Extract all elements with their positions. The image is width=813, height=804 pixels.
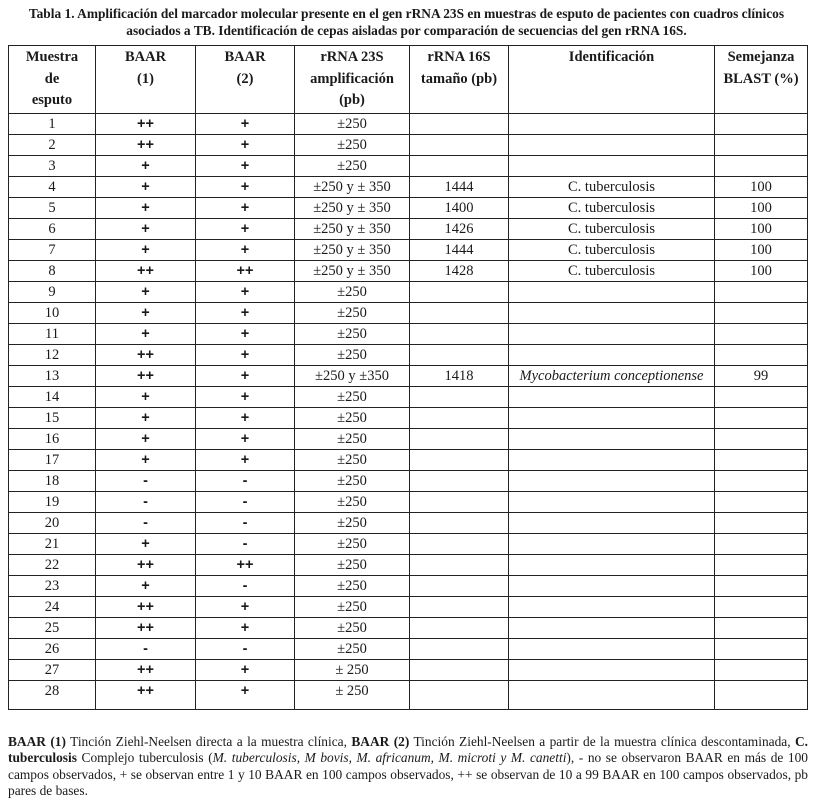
cell-identification <box>509 513 715 534</box>
cell-rrna23s: ±250 y ± 350 <box>295 198 410 219</box>
header-line <box>509 69 714 90</box>
cell-rrna16s <box>410 597 509 618</box>
cell-rrna23s: ±250 <box>295 618 410 639</box>
cell-rrna16s <box>410 471 509 492</box>
cell-baar2: + <box>196 219 295 240</box>
cell-rrna23s: ±250 <box>295 450 410 471</box>
cell-baar1: + <box>96 177 196 198</box>
cell-baar2: + <box>196 660 295 681</box>
cell-sample-id: 15 <box>9 408 96 429</box>
cell-rrna23s: ± 250 <box>295 681 410 710</box>
cell-baar2: + <box>196 198 295 219</box>
header-line: Semejanza <box>727 49 795 65</box>
footnote-legend: ), - no se observaron BAAR en más de 100 campos observados, + se observan entre 1 y 10 BAAR en 100 campos observados, ++ se observan de 10 a 99 BAAR en 100 campos observados, pb pares de bases. <box>8 750 808 799</box>
cell-baar1: + <box>96 324 196 345</box>
cell-sample-id: 21 <box>9 534 96 555</box>
cell-baar1: + <box>96 534 196 555</box>
cell-rrna16s <box>410 681 509 710</box>
cell-baar2: - <box>196 639 295 660</box>
cell-identification <box>509 156 715 177</box>
cell-baar2: + <box>196 240 295 261</box>
cell-baar1: ++ <box>96 345 196 366</box>
cell-identification <box>509 450 715 471</box>
header-col-baar2 <box>196 46 295 114</box>
header-line: BAAR <box>124 49 167 65</box>
cell-identification <box>509 618 715 639</box>
cell-sample-id: 17 <box>9 450 96 471</box>
cell-sample-id: 18 <box>9 471 96 492</box>
cell-rrna16s: 1400 <box>410 198 509 219</box>
cell-sample-id: 10 <box>9 303 96 324</box>
table-row <box>9 303 808 324</box>
cell-rrna23s: ±250 y ± 350 <box>295 219 410 240</box>
cell-sample-id: 5 <box>9 198 96 219</box>
table-row <box>9 597 808 618</box>
cell-sample-id: 26 <box>9 639 96 660</box>
cell-baar1: - <box>96 513 196 534</box>
table-caption <box>0 5 813 39</box>
cell-sample-id: 22 <box>9 555 96 576</box>
cell-baar2: + <box>196 429 295 450</box>
table-row <box>9 219 808 240</box>
cell-rrna16s <box>410 450 509 471</box>
cell-identification <box>509 576 715 597</box>
cell-rrna16s <box>410 429 509 450</box>
cell-blast-similarity <box>715 555 808 576</box>
cell-sample-id: 20 <box>9 513 96 534</box>
header-line: (pb) <box>339 92 365 108</box>
footnote-baar2-def: Tinción Ziehl-Neelsen a partir de la muestra clínica descontaminada, <box>409 734 795 749</box>
cell-rrna16s <box>410 555 509 576</box>
cell-baar2: - <box>196 534 295 555</box>
cell-rrna23s: ±250 <box>295 303 410 324</box>
table-row <box>9 240 808 261</box>
cell-baar1: ++ <box>96 681 196 710</box>
cell-identification <box>509 303 715 324</box>
header-row <box>9 46 808 114</box>
cell-blast-similarity <box>715 492 808 513</box>
cell-rrna23s: ±250 <box>295 114 410 135</box>
cell-rrna16s <box>410 345 509 366</box>
cell-blast-similarity: 100 <box>715 198 808 219</box>
header-line: (1) <box>137 70 154 87</box>
cell-sample-id: 6 <box>9 219 96 240</box>
cell-rrna16s <box>410 387 509 408</box>
cell-rrna23s: ±250 y ±350 <box>295 366 410 387</box>
cell-rrna16s <box>410 576 509 597</box>
cell-rrna23s: ±250 y ± 350 <box>295 240 410 261</box>
header-line: tamaño (pb) <box>420 70 498 87</box>
table-row <box>9 639 808 660</box>
cell-baar1: ++ <box>96 135 196 156</box>
cell-identification: Mycobacterium conceptionense <box>509 366 715 387</box>
cell-blast-similarity <box>715 345 808 366</box>
cell-blast-similarity: 100 <box>715 219 808 240</box>
cell-baar2: + <box>196 135 295 156</box>
cell-identification <box>509 324 715 345</box>
header-line <box>196 90 294 111</box>
cell-sample-id: 7 <box>9 240 96 261</box>
header-line <box>410 90 508 111</box>
cell-sample-id: 28 <box>9 681 96 710</box>
cell-identification <box>509 660 715 681</box>
cell-blast-similarity <box>715 576 808 597</box>
table-row <box>9 471 808 492</box>
header-col-muestra <box>9 46 96 114</box>
cell-blast-similarity: 100 <box>715 177 808 198</box>
header-col-semejanza <box>715 46 808 114</box>
table-row <box>9 429 808 450</box>
cell-rrna23s: ±250 y ± 350 <box>295 177 410 198</box>
cell-rrna23s: ± 250 <box>295 660 410 681</box>
cell-baar1: + <box>96 156 196 177</box>
cell-baar2: - <box>196 492 295 513</box>
header-col-baar1 <box>96 46 196 114</box>
cell-baar2: + <box>196 303 295 324</box>
results-table <box>8 45 808 710</box>
cell-baar2: + <box>196 408 295 429</box>
cell-rrna16s <box>410 534 509 555</box>
cell-rrna23s: ±250 <box>295 576 410 597</box>
table-row <box>9 324 808 345</box>
cell-rrna23s: ±250 <box>295 492 410 513</box>
cell-sample-id: 4 <box>9 177 96 198</box>
cell-blast-similarity <box>715 303 808 324</box>
table-row <box>9 177 808 198</box>
header-col-rrna23s <box>295 46 410 114</box>
table-body <box>9 114 808 710</box>
cell-baar2: + <box>196 177 295 198</box>
cell-rrna16s <box>410 282 509 303</box>
cell-sample-id: 8 <box>9 261 96 282</box>
cell-sample-id: 25 <box>9 618 96 639</box>
cell-sample-id: 27 <box>9 660 96 681</box>
cell-identification <box>509 492 715 513</box>
cell-baar2: - <box>196 471 295 492</box>
header-line: rRNA 23S <box>320 49 384 65</box>
cell-baar2: + <box>196 282 295 303</box>
table-row <box>9 366 808 387</box>
cell-identification <box>509 597 715 618</box>
cell-baar1: + <box>96 576 196 597</box>
cell-blast-similarity: 100 <box>715 261 808 282</box>
cell-baar1: ++ <box>96 597 196 618</box>
cell-sample-id: 12 <box>9 345 96 366</box>
cell-blast-similarity <box>715 156 808 177</box>
header-line: Muestra <box>25 49 79 65</box>
cell-identification: C. tuberculosis <box>509 177 715 198</box>
table-row <box>9 345 808 366</box>
cell-rrna16s <box>410 156 509 177</box>
cell-baar1: + <box>96 387 196 408</box>
cell-baar2: + <box>196 366 295 387</box>
cell-blast-similarity <box>715 450 808 471</box>
cell-blast-similarity <box>715 324 808 345</box>
table-row <box>9 156 808 177</box>
footnote-species-list: M. tuberculosis, M bovis, M. africanum, M. microti y M. canetti <box>212 750 567 766</box>
cell-rrna16s <box>410 660 509 681</box>
header-line <box>509 90 714 111</box>
cell-baar2: + <box>196 114 295 135</box>
cell-baar2: + <box>196 450 295 471</box>
cell-baar2: ++ <box>196 555 295 576</box>
cell-blast-similarity <box>715 429 808 450</box>
header-line <box>96 90 195 111</box>
cell-identification <box>509 471 715 492</box>
cell-sample-id: 23 <box>9 576 96 597</box>
cell-baar1: + <box>96 282 196 303</box>
cell-rrna23s: ±250 <box>295 282 410 303</box>
cell-rrna23s: ±250 <box>295 471 410 492</box>
cell-rrna23s: ±250 <box>295 135 410 156</box>
cell-rrna16s <box>410 618 509 639</box>
cell-identification: C. tuberculosis <box>509 198 715 219</box>
header-col-identificacion <box>509 46 715 114</box>
cell-identification <box>509 555 715 576</box>
header-col-rrna16s <box>410 46 509 114</box>
cell-baar1: ++ <box>96 660 196 681</box>
cell-baar1: + <box>96 198 196 219</box>
footnote-ctb-term: C. tuberculosis <box>8 734 808 766</box>
header-line <box>715 90 807 111</box>
cell-identification <box>509 534 715 555</box>
header-line: de <box>44 70 60 87</box>
cell-rrna16s <box>410 114 509 135</box>
footnote-ctb-def: Complejo tuberculosis ( <box>76 750 213 766</box>
cell-identification <box>509 387 715 408</box>
table-row <box>9 261 808 282</box>
cell-identification <box>509 681 715 710</box>
cell-baar1: + <box>96 408 196 429</box>
cell-baar2: ++ <box>196 261 295 282</box>
cell-rrna23s: ±250 <box>295 156 410 177</box>
cell-rrna16s <box>410 492 509 513</box>
table-row <box>9 135 808 156</box>
cell-rrna23s: ±250 <box>295 429 410 450</box>
header-line: rRNA 16S <box>427 49 491 65</box>
cell-blast-similarity <box>715 639 808 660</box>
cell-rrna23s: ±250 <box>295 345 410 366</box>
cell-identification: C. tuberculosis <box>509 240 715 261</box>
cell-sample-id: 2 <box>9 135 96 156</box>
cell-rrna16s <box>410 408 509 429</box>
cell-sample-id: 19 <box>9 492 96 513</box>
cell-blast-similarity <box>715 597 808 618</box>
table-row <box>9 618 808 639</box>
cell-baar2: + <box>196 156 295 177</box>
cell-baar2: + <box>196 345 295 366</box>
cell-baar1: + <box>96 429 196 450</box>
header-line: esputo <box>31 92 73 108</box>
table-row <box>9 282 808 303</box>
cell-rrna16s: 1428 <box>410 261 509 282</box>
cell-blast-similarity <box>715 408 808 429</box>
table-row <box>9 408 808 429</box>
cell-identification <box>509 135 715 156</box>
cell-blast-similarity <box>715 114 808 135</box>
cell-sample-id: 9 <box>9 282 96 303</box>
cell-blast-similarity <box>715 471 808 492</box>
cell-baar1: ++ <box>96 618 196 639</box>
cell-rrna16s: 1444 <box>410 240 509 261</box>
cell-rrna23s: ±250 <box>295 408 410 429</box>
cell-rrna23s: ±250 <box>295 639 410 660</box>
cell-rrna23s: ±250 <box>295 324 410 345</box>
cell-blast-similarity <box>715 534 808 555</box>
cell-rrna16s: 1444 <box>410 177 509 198</box>
table-footnote <box>8 734 808 800</box>
cell-baar1: + <box>96 303 196 324</box>
cell-rrna16s: 1418 <box>410 366 509 387</box>
table-row <box>9 660 808 681</box>
cell-baar2: + <box>196 681 295 710</box>
table-row <box>9 387 808 408</box>
cell-blast-similarity <box>715 135 808 156</box>
cell-rrna23s: ±250 <box>295 513 410 534</box>
footnote-baar1-term: BAAR (1) <box>8 734 66 749</box>
header-line: amplificación <box>310 70 394 87</box>
table-row <box>9 534 808 555</box>
cell-identification <box>509 345 715 366</box>
cell-baar1: ++ <box>96 114 196 135</box>
cell-sample-id: 24 <box>9 597 96 618</box>
cell-blast-similarity <box>715 387 808 408</box>
cell-rrna23s: ±250 <box>295 597 410 618</box>
cell-blast-similarity <box>715 618 808 639</box>
cell-identification <box>509 282 715 303</box>
cell-sample-id: 11 <box>9 324 96 345</box>
cell-baar2: + <box>196 597 295 618</box>
cell-blast-similarity: 100 <box>715 240 808 261</box>
cell-baar1: + <box>96 240 196 261</box>
cell-blast-similarity: 99 <box>715 366 808 387</box>
cell-rrna16s <box>410 513 509 534</box>
cell-identification: C. tuberculosis <box>509 261 715 282</box>
cell-baar2: - <box>196 576 295 597</box>
cell-rrna16s: 1426 <box>410 219 509 240</box>
cell-baar1: + <box>96 219 196 240</box>
cell-rrna16s <box>410 639 509 660</box>
cell-sample-id: 3 <box>9 156 96 177</box>
header-line: BAAR <box>224 49 266 65</box>
cell-baar1: - <box>96 492 196 513</box>
cell-baar1: - <box>96 471 196 492</box>
cell-identification <box>509 114 715 135</box>
cell-blast-similarity <box>715 660 808 681</box>
header-line: Identificación <box>568 49 655 65</box>
footnote-baar1-def: Tinción Ziehl-Neelsen directa a la muestra clínica, <box>65 734 352 749</box>
header-line: (2) <box>236 70 254 87</box>
cell-baar2: - <box>196 513 295 534</box>
cell-sample-id: 14 <box>9 387 96 408</box>
cell-baar1: ++ <box>96 366 196 387</box>
footnote-baar2-term: BAAR (2) <box>351 734 410 749</box>
cell-rrna16s <box>410 324 509 345</box>
cell-blast-similarity <box>715 282 808 303</box>
cell-blast-similarity <box>715 681 808 710</box>
cell-baar1: - <box>96 639 196 660</box>
cell-baar1: + <box>96 450 196 471</box>
header-line: BLAST (%) <box>723 70 799 87</box>
cell-sample-id: 13 <box>9 366 96 387</box>
cell-blast-similarity <box>715 513 808 534</box>
cell-rrna16s <box>410 303 509 324</box>
table-row <box>9 681 808 710</box>
table-row <box>9 555 808 576</box>
cell-baar1: ++ <box>96 261 196 282</box>
cell-identification <box>509 429 715 450</box>
table-row <box>9 513 808 534</box>
cell-identification: C. tuberculosis <box>509 219 715 240</box>
cell-baar1: ++ <box>96 555 196 576</box>
cell-sample-id: 1 <box>9 114 96 135</box>
table-row <box>9 450 808 471</box>
table-row <box>9 492 808 513</box>
cell-rrna23s: ±250 <box>295 534 410 555</box>
caption-line-1: Tabla 1. Amplificación del marcador molecular presente en el gen rRNA 23S en muestras de esputo de pacientes con cuadros clínicos <box>28 6 785 21</box>
table-row <box>9 576 808 597</box>
cell-sample-id: 16 <box>9 429 96 450</box>
cell-rrna23s: ±250 <box>295 555 410 576</box>
cell-baar2: + <box>196 324 295 345</box>
table-row <box>9 198 808 219</box>
cell-baar2: + <box>196 618 295 639</box>
cell-rrna23s: ±250 <box>295 387 410 408</box>
cell-identification <box>509 639 715 660</box>
cell-identification <box>509 408 715 429</box>
cell-baar2: + <box>196 387 295 408</box>
table-row <box>9 114 808 135</box>
caption-line-2: asociados a TB. Identificación de cepas aisladas por comparación de secuencias del gen rRNA 16S. <box>126 23 687 38</box>
cell-rrna23s: ±250 y ± 350 <box>295 261 410 282</box>
cell-rrna16s <box>410 135 509 156</box>
